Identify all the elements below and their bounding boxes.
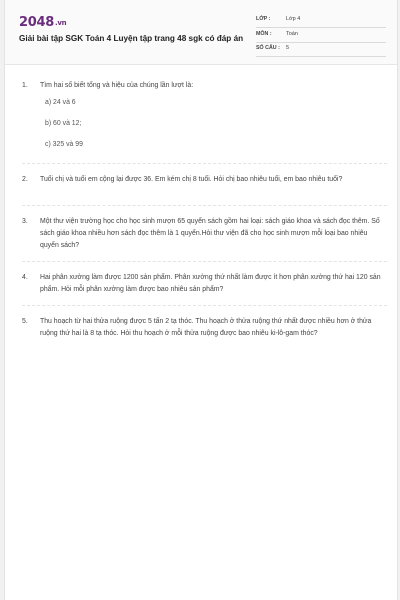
meta-count-row — [256, 44, 386, 57]
question-divider — [22, 305, 387, 306]
question-divider — [22, 261, 387, 262]
question-text: Thu hoạch từ hai thửa ruộng được 5 tấn 2 tạ thóc. Thu hoạch ở thửa ruộng thứ nhất được nhiều hơn ở thửa ruộng thứ hai là 8 tạ thóc. Hỏi thu hoạch ở mỗi thửa ruộng được bao nhiêu ki-lô-gam thóc? — [40, 318, 372, 337]
meta-subject-row — [256, 30, 386, 43]
question-number: 2. — [22, 176, 28, 183]
question-number: 5. — [22, 318, 28, 325]
question-count-label: SỐ CÂU : — [256, 45, 280, 51]
question-divider — [22, 205, 387, 206]
answer-option: c) 325 và 99 — [45, 141, 83, 148]
document-page — [4, 0, 398, 600]
question-text: Tìm hai số biết tổng và hiệu của chúng lần lượt là: — [40, 82, 194, 89]
answer-option: a) 24 và 6 — [45, 99, 76, 106]
meta-class-row — [256, 15, 386, 28]
question-number: 1. — [22, 82, 28, 89]
document-header — [5, 0, 397, 65]
site-logo[interactable] — [19, 15, 66, 30]
question-number: 4. — [22, 274, 28, 281]
answer-option: b) 60 và 12; — [45, 120, 82, 127]
question-number: 3. — [22, 218, 28, 225]
logo-text: 2048 — [19, 15, 54, 30]
question-count-value: 5 — [286, 45, 290, 51]
class-value: Lớp 4 — [286, 16, 301, 22]
question-divider — [22, 163, 387, 164]
subject-label: MÔN : — [256, 31, 272, 37]
logo-suffix: .vn — [54, 19, 67, 27]
class-label: LỚP : — [256, 16, 271, 22]
question-text: Hai phân xưởng làm được 1200 sản phẩm. Phân xưởng thứ nhất làm được ít hơn phân xưởng thứ hai 120 sản phẩm. Hỏi mỗi phân xưởng làm được bao nhiêu sản phẩm? — [40, 274, 381, 293]
document-title: Giải bài tập SGK Toán 4 Luyện tập trang 48 sgk có đáp án — [19, 34, 244, 43]
subject-value: Toán — [286, 31, 298, 37]
question-text: Tuổi chị và tuổi em cộng lại được 36. Em kém chị 8 tuổi. Hỏi chị bao nhiêu tuổi, em bao nhiêu tuổi? — [40, 176, 343, 183]
question-text: Một thư viện trường học cho học sinh mượn 65 quyển sách gồm hai loại: sách giáo khoa và sách đọc thêm. Số sách giáo khoa nhiều hơn sách đọc thêm là 1 quyển.Hỏi thư viện đã cho học sinh mượn mỗi loại bao nhiêu quyển sách? — [40, 218, 380, 249]
